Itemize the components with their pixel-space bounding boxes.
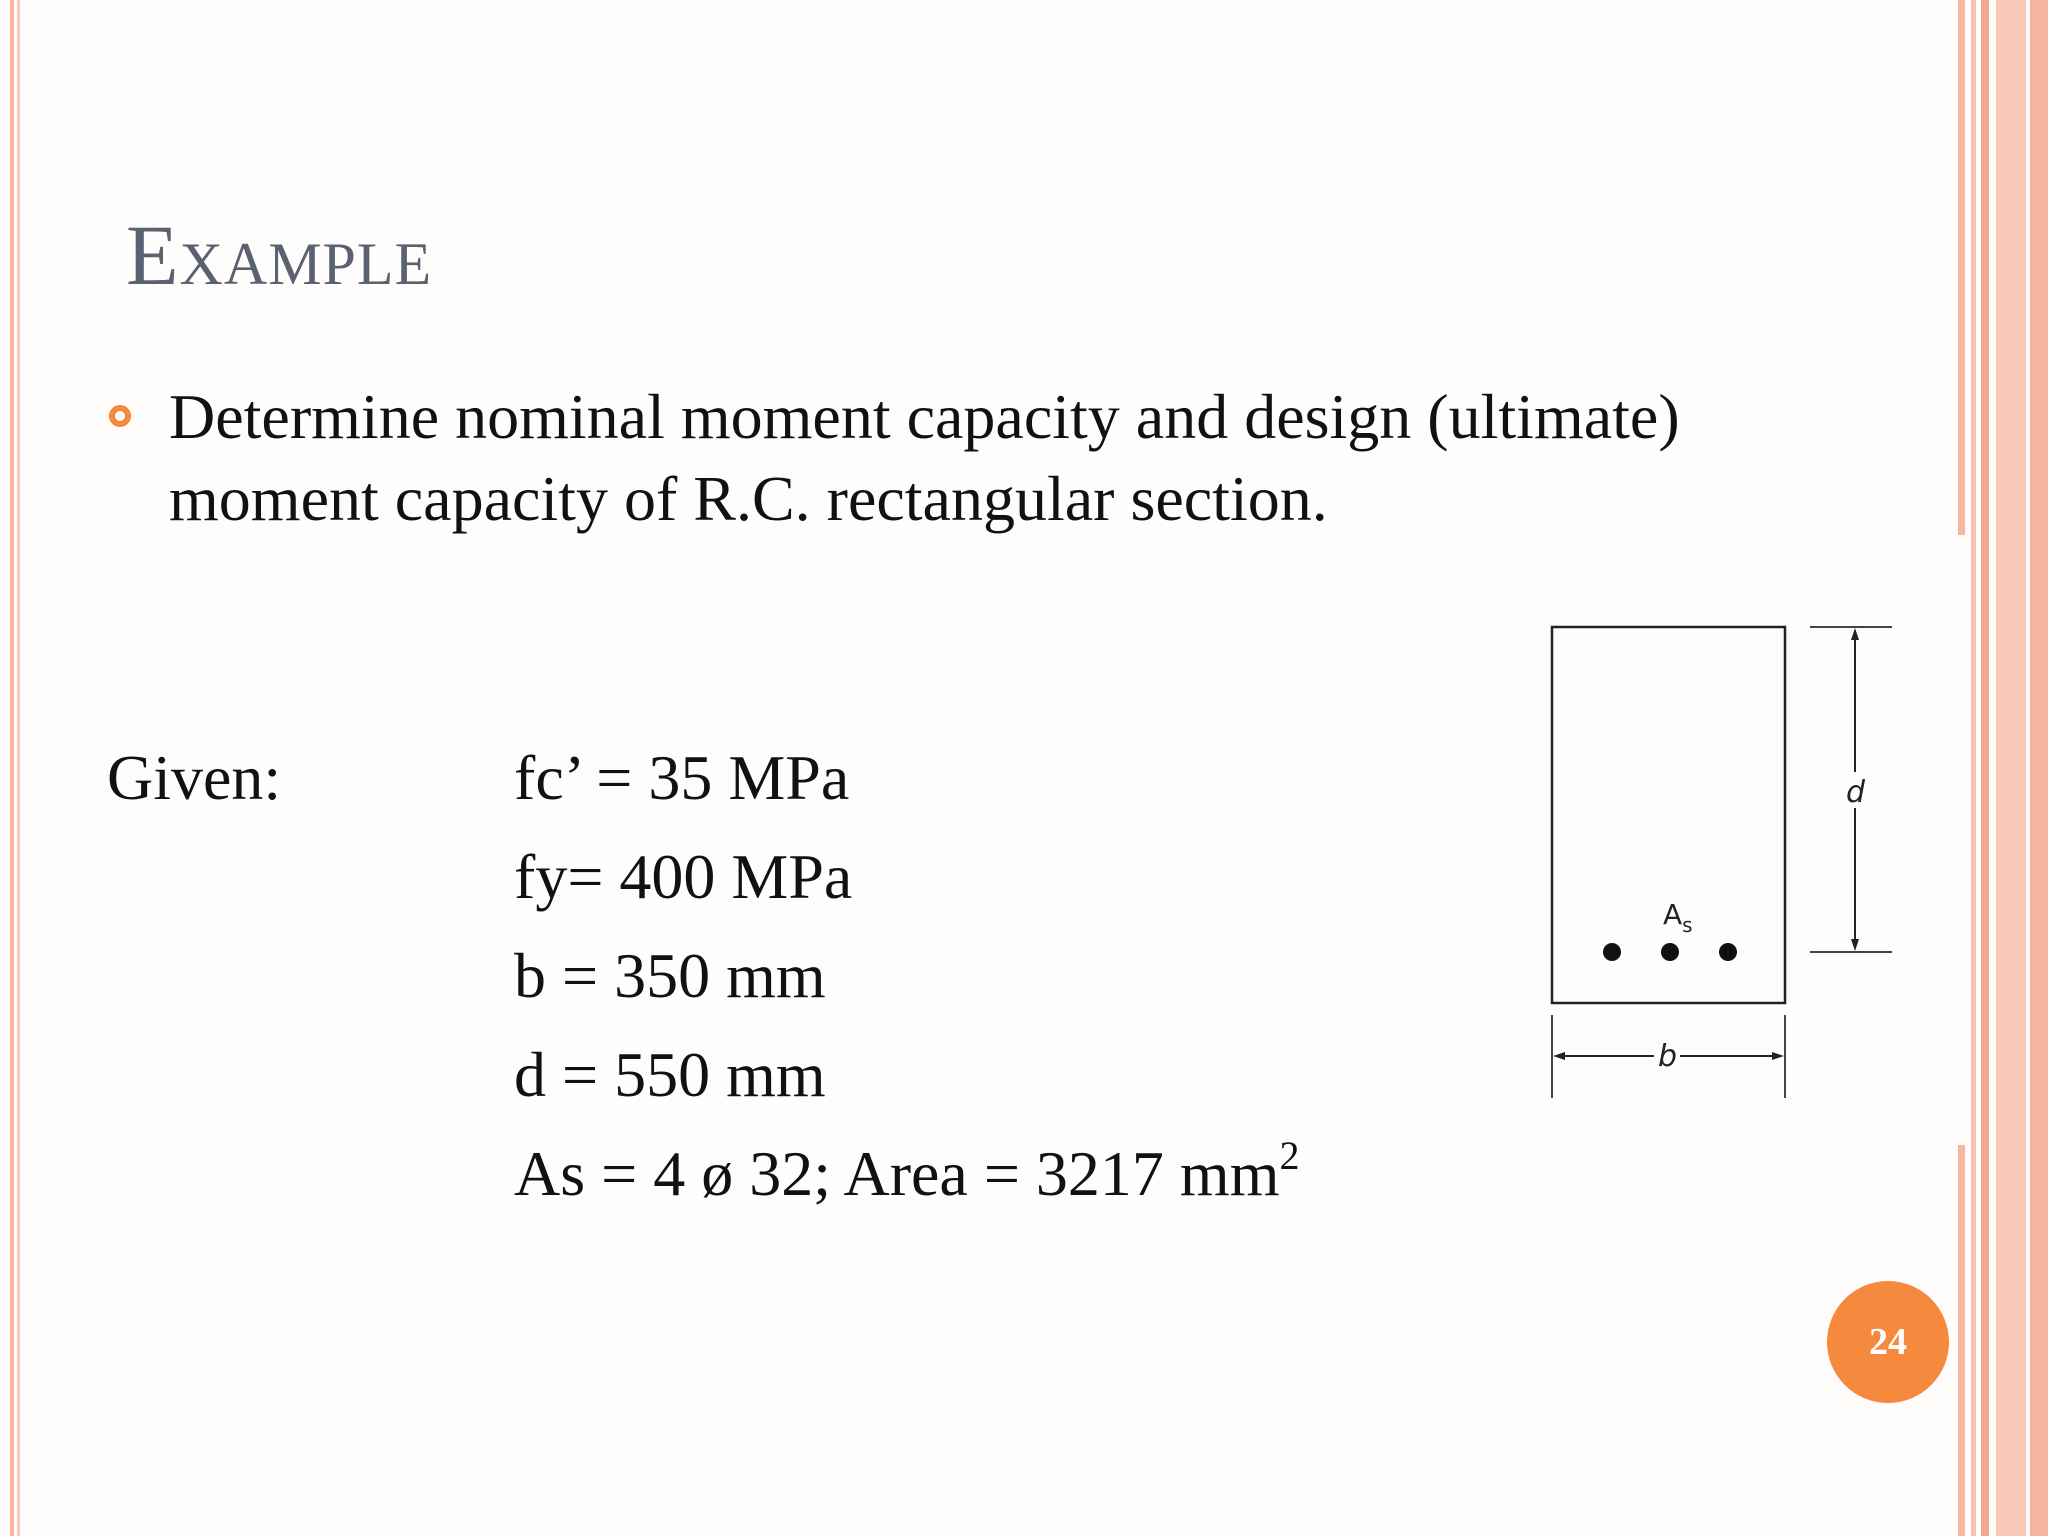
bullet-item <box>107 376 1807 540</box>
given-fy <box>514 837 1299 936</box>
given-as-text: As = 4 ø 32; Area = 3217 mm <box>514 1138 1280 1209</box>
beam-section-diagram <box>1520 610 1900 1110</box>
given-label: Given: <box>107 742 282 813</box>
given-b-text: b = 350 mm <box>514 940 826 1011</box>
given-fy-text: fy= 400 MPa <box>514 841 853 912</box>
bullet-text: Determine nominal moment capacity and design (ultimate) moment capacity of R.C. rectangular section. <box>169 381 1680 534</box>
right-border-line <box>1981 0 1989 1536</box>
given-as-superscript: 2 <box>1279 1133 1300 1178</box>
b-label: b <box>1658 1039 1678 1074</box>
rebar-dot <box>1603 943 1621 961</box>
d-label: d <box>1846 775 1866 810</box>
left-border-line <box>10 0 14 1536</box>
d-arrow-bottom <box>1851 939 1859 951</box>
border-gap <box>1958 535 1966 1145</box>
given-d <box>514 1035 1299 1134</box>
left-border-line-inner <box>17 0 20 1536</box>
rebar-dot <box>1661 943 1679 961</box>
b-arrow-right <box>1772 1052 1784 1060</box>
right-border-band <box>1996 0 2026 1536</box>
bullet-ring-icon <box>109 405 131 427</box>
given-fc <box>514 738 1299 837</box>
given-as <box>514 1134 1299 1233</box>
given-b <box>514 936 1299 1035</box>
b-arrow-left <box>1553 1052 1565 1060</box>
right-border-band <box>2030 0 2048 1536</box>
slide-title: Example <box>126 207 433 303</box>
given-d-text: d = 550 mm <box>514 1039 826 1110</box>
page-number-badge: 24 <box>1827 1281 1949 1403</box>
given-list <box>514 738 1299 1233</box>
right-border-line <box>1971 0 1976 1536</box>
d-arrow-top <box>1851 628 1859 640</box>
as-label: $A_s$ <box>1663 898 1693 937</box>
rebar-dot <box>1719 943 1737 961</box>
given-fc-text: fc’ = 35 MPa <box>514 742 850 813</box>
